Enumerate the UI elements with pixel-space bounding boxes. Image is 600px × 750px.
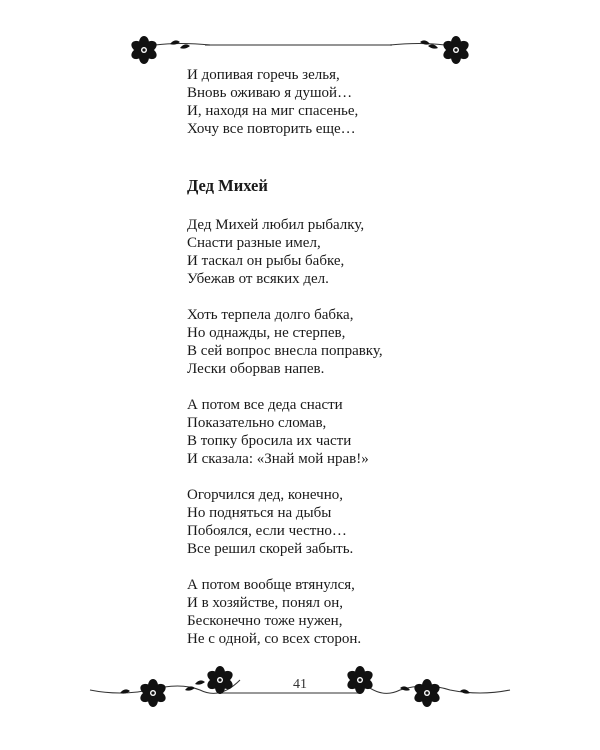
verse-line: Лески оборвав напев. [187, 361, 325, 377]
verse-line: Все решил скорей забыть. [187, 541, 354, 557]
stanza [187, 306, 527, 378]
verse-line: А потом вообще втянулся, [187, 577, 355, 593]
verse-line: Но подняться на дыбы [187, 505, 332, 521]
verse-line: А потом все деда снасти [187, 397, 343, 413]
verse-line: И таскал он рыбы бабке, [187, 253, 345, 269]
verse-line: Показательно сломав, [187, 415, 327, 431]
verse-line: Но однажды, не стерпев, [187, 325, 346, 341]
page-text [187, 66, 527, 666]
verse-line: И в хозяйстве, понял он, [187, 595, 344, 611]
verse-line: Побоялся, если честно… [187, 523, 347, 539]
poem-title: Дед Михей [187, 176, 268, 195]
verse-line: Огорчился дед, конечно, [187, 487, 343, 503]
verse-line: В сей вопрос внесла поправку, [187, 343, 383, 359]
stanza [187, 216, 527, 288]
verse-line: Вновь оживаю я душой… [187, 85, 353, 101]
verse-line: В топку бросила их части [187, 433, 352, 449]
verse-line: И допивая горечь зелья, [187, 67, 340, 83]
stanza [187, 576, 527, 648]
verse-line: И, находя на миг спасенье, [187, 103, 359, 119]
page-number: 41 [293, 677, 307, 692]
top-ornament [129, 36, 470, 64]
verse-line: Убежав от всяких дел. [187, 271, 329, 287]
stanza [187, 396, 527, 468]
intro-stanza [187, 66, 527, 138]
verse-line: Бесконечно тоже нужен, [187, 613, 343, 629]
verse-line: Снасти разные имел, [187, 235, 321, 251]
verse-line: Хочу все повторить еще… [187, 121, 356, 137]
verse-line: Не с одной, со всех сторон. [187, 631, 362, 647]
stanza [187, 486, 527, 558]
verse-line: Дед Михей любил рыбалку, [187, 217, 365, 233]
verse-line: И сказала: «Знай мой нрав!» [187, 451, 369, 467]
verse-line: Хоть терпела долго бабка, [187, 307, 354, 323]
